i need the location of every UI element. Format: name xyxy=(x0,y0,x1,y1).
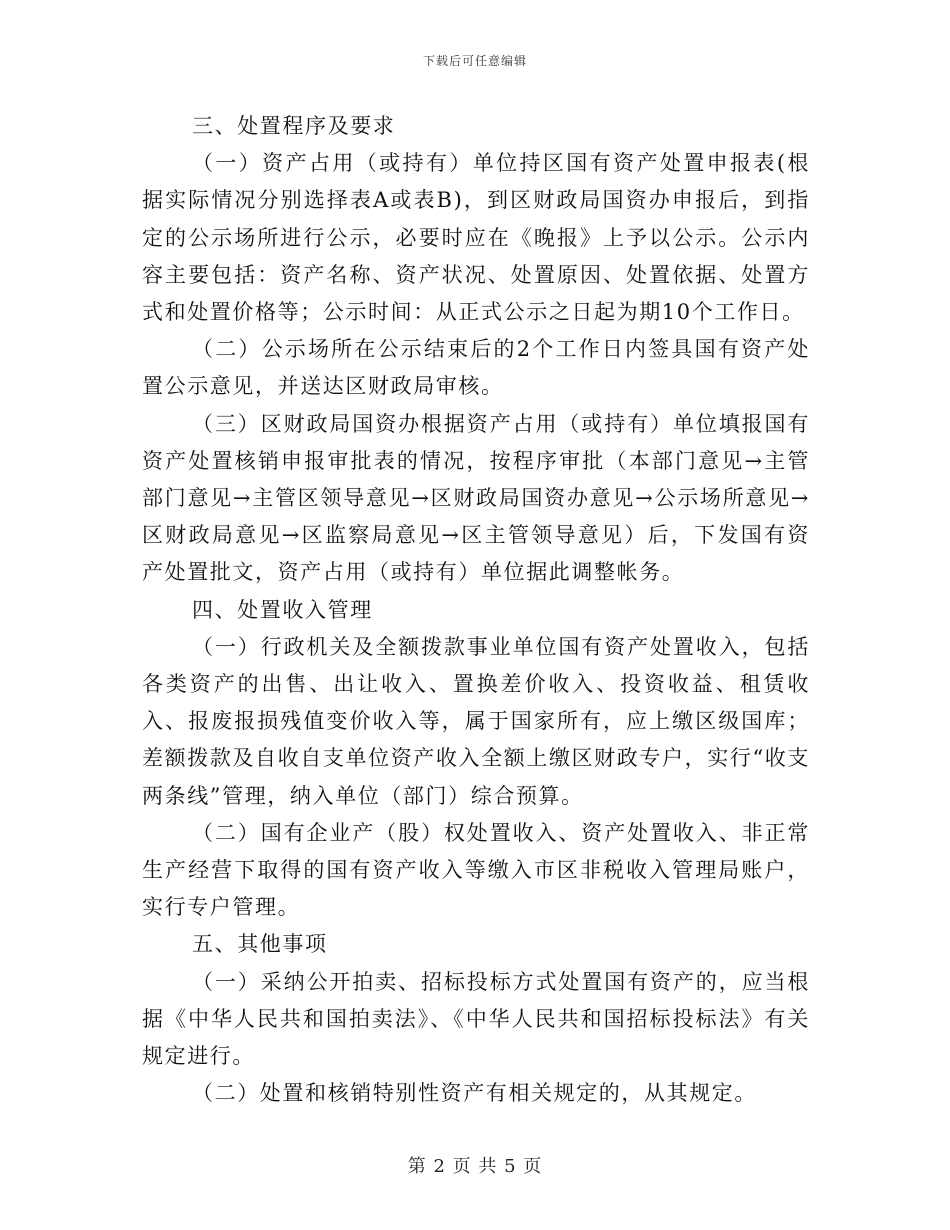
section-heading-other: 五、其他事项 xyxy=(192,932,328,957)
paragraph-other-2: （二）处置和核销特别性资产有相关规定的，从其规定。 xyxy=(192,1081,757,1106)
paragraph-procedure-3: （三）区财政局国资办根据资产占用（或持有）单位填报国有资产处置核销申报审批表的情况，按程序审批（本部门意见→主管部门意见→主管区领导意见→区财政局国资办意见→公示场所意见→区财政局意见→区监察局意见→区主管领导意见）后，下发国有资产处置批文，资产占用（或持有）单位据此调整帐务。 xyxy=(142,411,810,585)
page-header-note: 下载后可任意编辑 xyxy=(422,54,527,68)
paragraph-procedure-1: （一）资产占用（或持有）单位持区国有资产处置申报表(根据实际情况分别选择表A或表B)，到区财政局国资办申报后，到指定的公示场所进行公示，必要时应在《晚报》上予以公示。公示内容主要包括：资产名称、资产状况、处置原因、处置依据、处置方式和处置价格等；公示时间：从正式公示之日起为期10个工作日。 xyxy=(142,151,810,325)
paragraph-other-1: （一）采纳公开拍卖、招标投标方式处置国有资产的，应当根据《中华人民共和国拍卖法》、《中华人民共和国招标投标法》有关规定进行。 xyxy=(142,969,810,1069)
paragraph-income-1: （一）行政机关及全额拨款事业单位国有资产处置收入，包括各类资产的出售、出让收入、置换差价收入、投资收益、租赁收入、报废报损残值变价收入等，属于国家所有，应上缴区级国库；差额拨款及自收自支单位资产收入全额上缴区财政专户，实行“收支两条线”管理，纳入单位（部门）综合预算。 xyxy=(142,634,810,808)
paragraph-income-2: （二）国有企业产（股）权处置收入、资产处置收入、非正常生产经营下取得的国有资产收入等缴入市区非税收入管理局账户，实行专户管理。 xyxy=(142,820,810,920)
page-number-footer: 第 2 页 共 5 页 xyxy=(407,1156,543,1177)
section-heading-procedures: 三、处置程序及要求 xyxy=(192,114,396,138)
document-body xyxy=(142,108,810,1112)
paragraph-procedure-2: （二）公示场所在公示结束后的2个工作日内签具国有资产处置公示意见，并送达区财政局审核。 xyxy=(142,337,810,399)
section-heading-income: 四、处置收入管理 xyxy=(192,597,373,622)
